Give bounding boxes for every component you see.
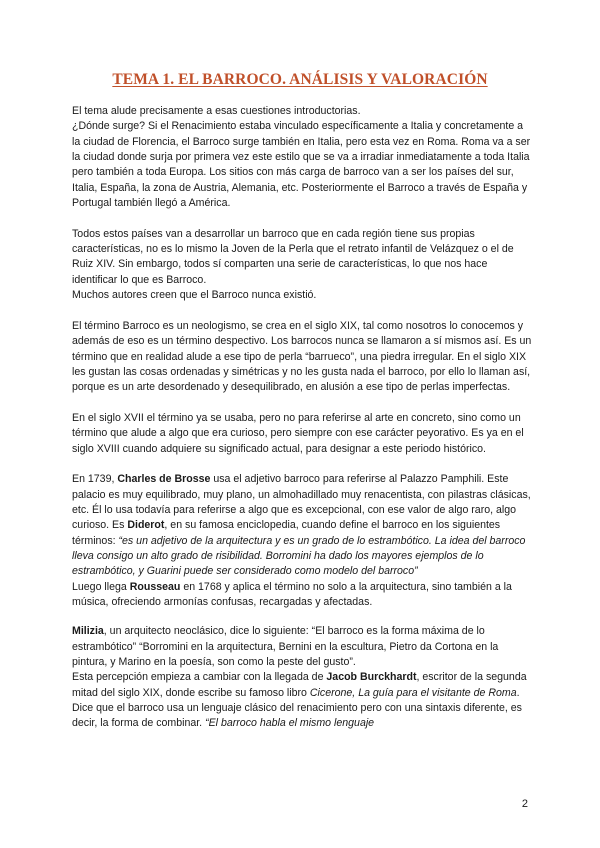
text-run: . Dice que el barroco usa un lenguaje clásico del renacimiento pero con una sintaxis diferente, es decir, la forma de combinar.: [72, 686, 522, 730]
author-name: Charles de Brosse: [117, 473, 211, 486]
body-text: [72, 104, 534, 732]
page-title: TEMA 1. EL BARROCO. ANÁLISIS Y VALORACIÓN: [112, 71, 488, 88]
text-run: , en su famosa enciclopedia, cuando define el barroco en los siguientes términos:: [72, 519, 501, 547]
paragraph-origin: ¿Dónde surge? Si el Renacimiento estaba vinculado específicamente a Italia y concretamente a la ciudad de Florencia, el Barroco surge también en Italia, pero esta vez en Roma. Roma va a ser la ciudad donde surja por primera vez este estilo que se va a irradiar inmediatamente a toda Italia pero también a toda Europa. Los sitios con más carga de barroco van a ser los países del sur, Italia, España, la zona de Austria, Alemania, etc. Posteriormente el Barroco a través de España y Portugal también llegó a América.: [72, 120, 531, 210]
text-run: Luego llega: [72, 580, 130, 593]
quote: “El barroco habla el mismo lenguaje: [205, 717, 375, 730]
text-run: Esta percepción empieza a cambiar con la llegada de: [72, 671, 327, 684]
text-run: en 1768 y aplica el término no solo a la arquitectura, sino también a la música, ofreciendo armonías confusas, recargadas y afectadas.: [72, 580, 512, 608]
text-run: , un arquitecto neoclásico, dice lo siguiente: “El barroco es la forma máxima de lo estrambótico” “Borromini en la arquitectura, Bernini en la escultura, Pietro da Cortona en la pintura, y Marino en la poesía, son como la peste del gusto”.: [72, 625, 499, 669]
author-name: Milizia: [72, 625, 104, 638]
author-name: Rousseau: [129, 580, 181, 593]
text-run: En 1739,: [72, 473, 118, 486]
book-title: Cicerone, La guía para el visitante de Roma: [309, 686, 517, 699]
text-run: usa el adjetivo barroco para referirse al Palazzo Pamphili. Este palacio es muy equilibrado, muy plano, un almohadillado muy renacentista, con pilastras clásicas, etc. Él lo usa todavía para referirse a algo que es excepcional, con ese valor de algo raro, algo curioso. Es: [72, 473, 531, 532]
paragraph-authors: Muchos autores creen que el Barroco nunca existió.: [72, 289, 317, 302]
paragraph-milizia: [72, 624, 534, 670]
paragraph-intro: El tema alude precisamente a esas cuestiones introductorias.: [72, 105, 361, 117]
paragraph-neologism: El término Barroco es un neologismo, se crea en el siglo XIX, tal como nosotros lo conocemos y además de eso es un término despectivo. Los barrocos nunca se llamaron a sí mismos así. Es un término que en realidad alude a ese tipo de perla “barrueco”, una piedra irregular. En el siglo XIX les gustan las cosas ordenadas y simétricas y no les gusta nada el barroco, por ello lo llaman así, porque es un arte desordenado y desequilibrado, en alusión a ese tipo de perlas imperfectas.: [72, 319, 532, 394]
author-name: Diderot: [127, 519, 165, 532]
paragraph-rousseau: [72, 580, 534, 611]
page-number: 2: [521, 798, 528, 810]
text-run: , escritor de la segunda mitad del siglo XIX, donde escribe su famoso libro: [72, 671, 527, 699]
quote: “es un adjetivo de la arquitectura y es un grado de lo estrambótico. La idea del barroco lleva consigo un alto grado de risibilidad. Borromini ha dado los mayores ejemplos de lo estrambótico, y Guarini puede ser considerado como modelo del barroco”: [72, 534, 526, 578]
paragraph-countries: Todos estos países van a desarrollar un barroco que en cada región tiene sus propias características, no es lo mismo la Joven de la Perla que el retrato infantil de Velázquez o el de Ruiz XIV. Sin embargo, todos sí comparten una serie de características, lo que nos hace identificar lo que es Barroco.: [72, 227, 514, 286]
author-name: Jacob Burckhardt: [326, 671, 417, 684]
paragraph-de-brosse: [72, 472, 534, 579]
paragraph-xvii-century: En el siglo XVII el término ya se usaba, pero no para referirse al arte en concreto, sino como un término que alude a algo que era curioso, pero siempre con ese carácter peyorativo. Es ya en el siglo XVIII cuando adquiere su significado actual, para designar a este periodo histórico.: [72, 411, 524, 455]
paragraph-burckhardt: [72, 670, 534, 731]
